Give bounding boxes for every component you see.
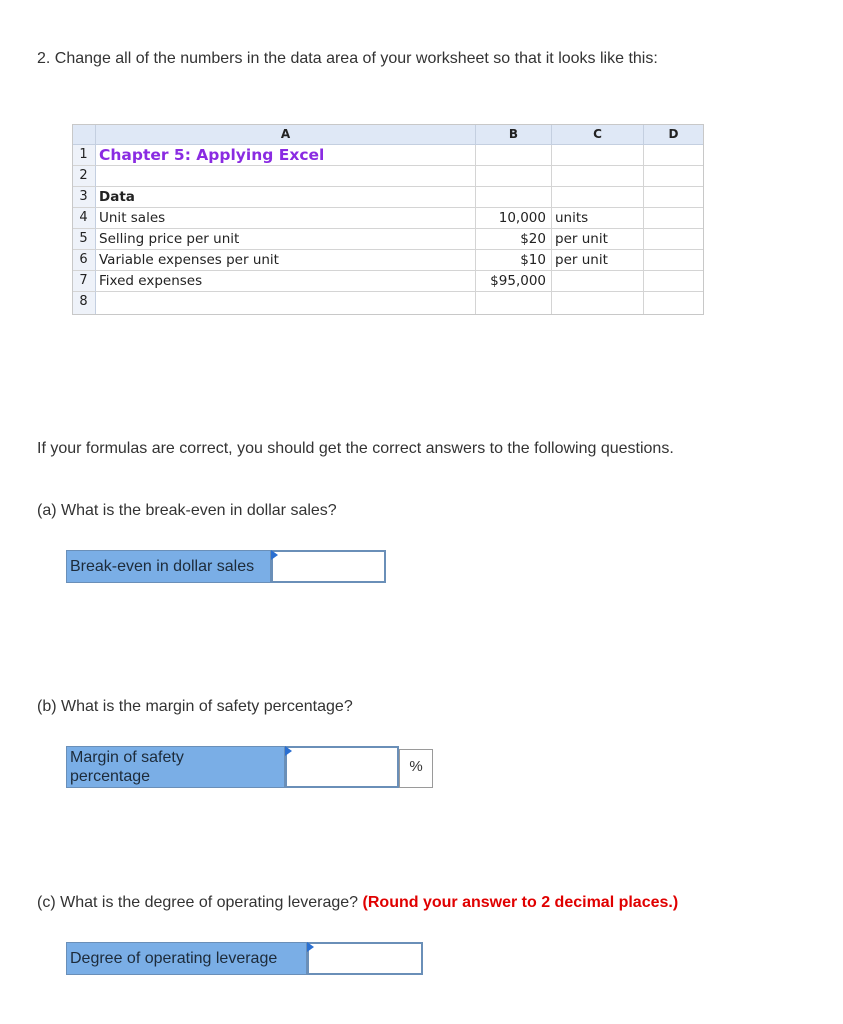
percent-unit: %	[399, 749, 433, 788]
break-even-input-box	[271, 550, 386, 583]
margin-of-safety-input[interactable]	[287, 748, 397, 786]
cell-d5	[644, 229, 704, 250]
cell-c1	[552, 145, 644, 166]
cell-b2	[476, 166, 552, 187]
cell-d7	[644, 271, 704, 292]
margin-of-safety-label	[66, 746, 285, 788]
rounding-note: (Round your answer to 2 decimal places.)	[362, 894, 679, 911]
cell-b1	[476, 145, 552, 166]
cell-a2	[96, 166, 476, 187]
corner-cell	[72, 124, 96, 145]
operating-leverage-label: Degree of operating leverage	[66, 942, 307, 975]
answer-flag-icon	[271, 550, 278, 560]
answer-flag-icon	[307, 942, 314, 952]
operating-leverage-input-box	[307, 942, 423, 975]
unit-fixed-expenses	[552, 271, 644, 292]
margin-label-line2: percentage	[70, 768, 151, 785]
row-label-variable-expenses: Variable expenses per unit	[96, 250, 476, 271]
row-number: 6	[72, 250, 96, 271]
cell-d2	[644, 166, 704, 187]
row-number: 3	[72, 187, 96, 208]
cell-d8	[644, 292, 704, 315]
margin-label-line1: Margin of safety	[70, 749, 184, 766]
row-number: 1	[72, 145, 96, 166]
intro-text: If your formulas are correct, you should get the correct answers to the following questions.	[37, 440, 674, 457]
cell-d4	[644, 208, 704, 229]
col-header-a: A	[96, 124, 476, 145]
question-c-line	[37, 894, 678, 912]
question-c-text: (c) What is the degree of operating leverage?	[37, 894, 359, 911]
cell-d3	[644, 187, 704, 208]
unit-variable-expenses: per unit	[552, 250, 644, 271]
question-b-text: (b) What is the margin of safety percentage?	[37, 698, 353, 715]
row-number: 8	[72, 292, 96, 315]
col-header-b: B	[476, 124, 552, 145]
cell-b3	[476, 187, 552, 208]
row-number: 5	[72, 229, 96, 250]
sheet-title: Chapter 5: Applying Excel	[96, 145, 476, 166]
instruction-text: 2. Change all of the numbers in the data area of your worksheet so that it looks like this:	[37, 50, 658, 67]
row-number: 7	[72, 271, 96, 292]
cell-a8	[96, 292, 476, 315]
value-selling-price: $20	[476, 229, 552, 250]
value-variable-expenses: $10	[476, 250, 552, 271]
cell-d6	[644, 250, 704, 271]
unit-selling-price: per unit	[552, 229, 644, 250]
data-heading: Data	[96, 187, 476, 208]
cell-b8	[476, 292, 552, 315]
row-number: 4	[72, 208, 96, 229]
cell-c8	[552, 292, 644, 315]
row-label-fixed-expenses: Fixed expenses	[96, 271, 476, 292]
cell-c2	[552, 166, 644, 187]
col-header-d: D	[644, 124, 704, 145]
row-label-selling-price: Selling price per unit	[96, 229, 476, 250]
row-number: 2	[72, 166, 96, 187]
value-fixed-expenses: $95,000	[476, 271, 552, 292]
operating-leverage-input[interactable]	[309, 944, 421, 973]
question-a-text: (a) What is the break-even in dollar sales?	[37, 502, 337, 519]
break-even-label: Break-even in dollar sales	[66, 550, 271, 583]
cell-c3	[552, 187, 644, 208]
unit-unit-sales: units	[552, 208, 644, 229]
row-label-unit-sales: Unit sales	[96, 208, 476, 229]
break-even-input[interactable]	[273, 552, 384, 581]
value-unit-sales: 10,000	[476, 208, 552, 229]
worksheet	[72, 124, 704, 315]
margin-of-safety-input-box	[285, 746, 399, 788]
answer-flag-icon	[285, 746, 292, 756]
cell-d1	[644, 145, 704, 166]
col-header-c: C	[552, 124, 644, 145]
